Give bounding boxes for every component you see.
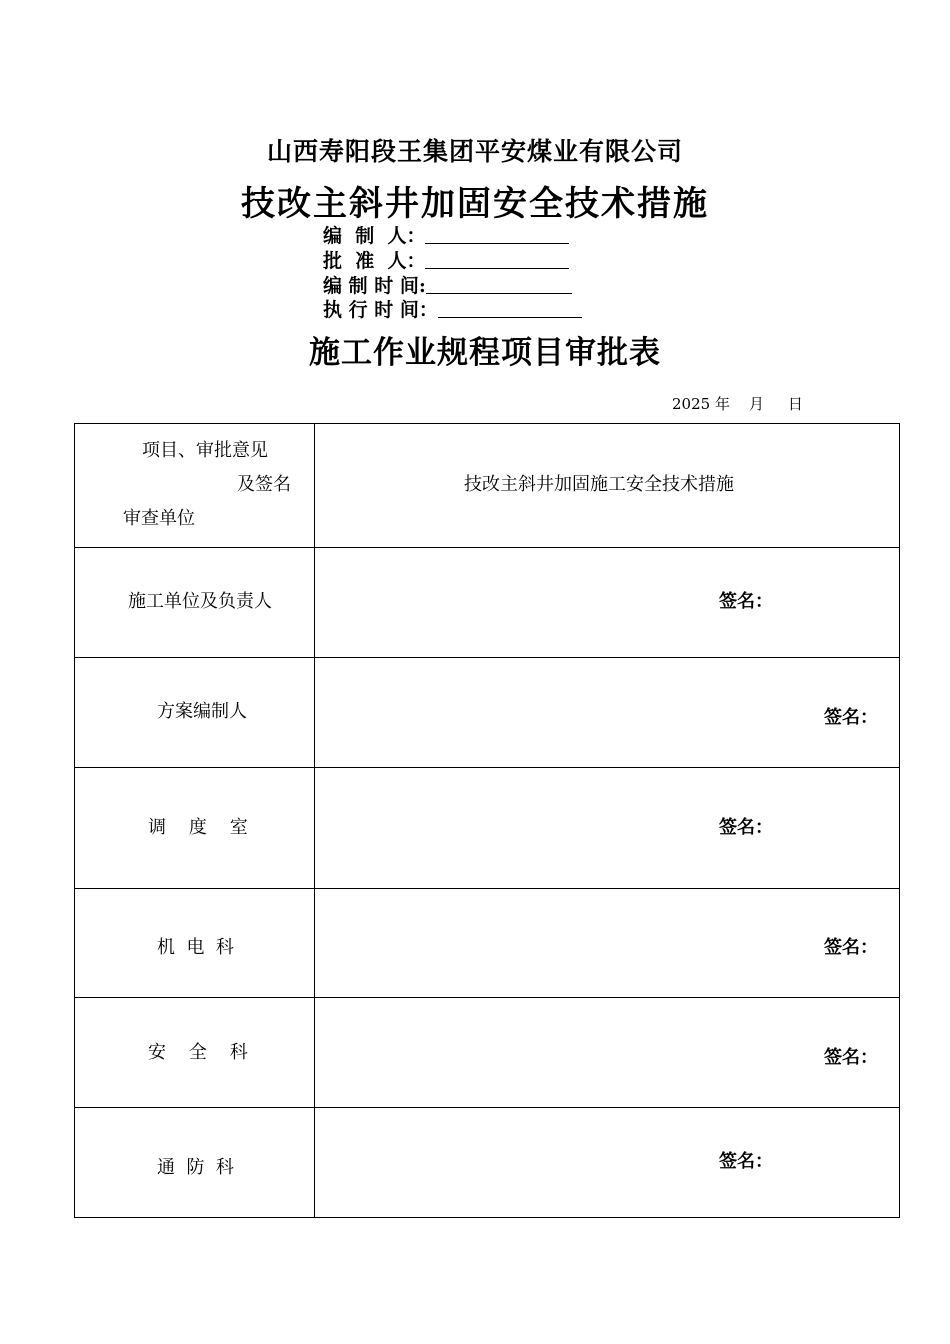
compile-time-blank[interactable] (426, 275, 572, 294)
execute-time-blank[interactable] (438, 299, 582, 318)
row-divider (74, 547, 900, 548)
row-unit-electromechanical: 机 电 科 (157, 937, 234, 958)
signature-label: 签名： (824, 707, 878, 728)
signature-label: 签名： (719, 817, 773, 838)
row-divider (74, 888, 900, 889)
signature-label: 签名： (719, 591, 773, 612)
row-unit-dispatch: 调 度 室 (148, 817, 248, 838)
execute-time-field (323, 298, 582, 322)
header-sign-label: 及签名 (237, 474, 291, 495)
approver-label: 批 准 人： (323, 250, 426, 272)
signature-label: 签名： (824, 937, 878, 958)
row-divider (74, 1107, 900, 1108)
row-unit-construction: 施工单位及负责人 (128, 591, 272, 612)
header-item-label: 项目、审批意见 (142, 440, 268, 461)
row-unit-safety: 安 全 科 (148, 1042, 248, 1063)
signature-label: 签名： (824, 1047, 878, 1068)
row-unit-ventilation: 通 防 科 (157, 1157, 234, 1178)
row-divider (74, 657, 900, 658)
company-name: 山西寿阳段王集团平安煤业有限公司 (266, 137, 683, 166)
execute-time-label: 执 行 时 间： (323, 299, 438, 321)
signature-label: 签名： (719, 1151, 773, 1172)
table-column-divider (314, 423, 315, 1218)
row-unit-plan-author: 方案编制人 (157, 701, 247, 722)
project-name: 技改主斜井加固施工安全技术措施 (464, 474, 734, 495)
compile-time-field (323, 274, 572, 298)
row-divider (74, 767, 900, 768)
compiler-field (323, 224, 569, 248)
compiler-blank[interactable] (425, 225, 569, 244)
row-divider (74, 997, 900, 998)
form-date: 2025 年 月 日 (672, 395, 803, 413)
document-title: 技改主斜井加固安全技术措施 (241, 184, 709, 224)
form-title: 施工作业规程项目审批表 (309, 335, 661, 371)
compiler-label: 编 制 人： (323, 225, 426, 247)
compile-time-label: 编 制 时 间: (323, 275, 426, 297)
header-unit-label: 审查单位 (123, 508, 195, 529)
approver-blank[interactable] (425, 250, 569, 269)
approver-field (323, 249, 569, 273)
